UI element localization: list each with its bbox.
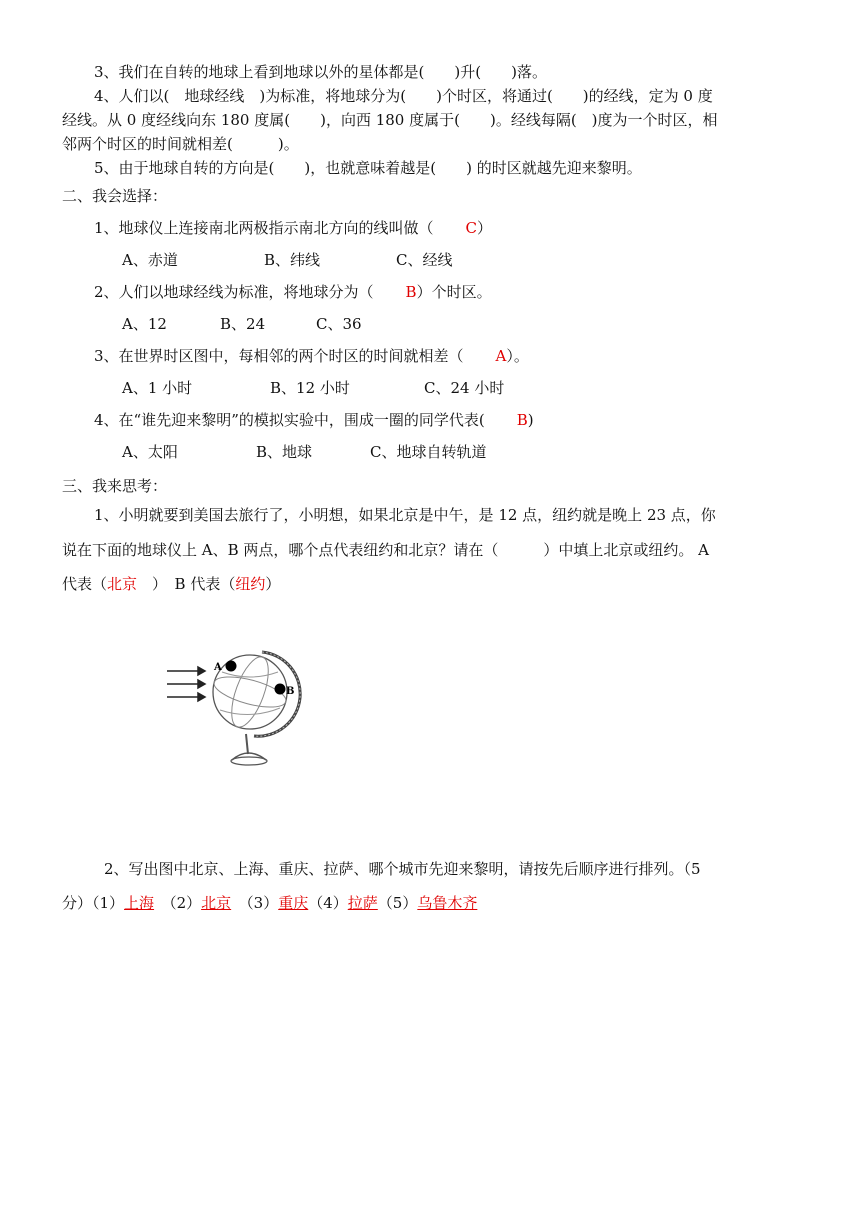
q1-line2: 说在下面的地球仪上 A、B 两点，哪个点代表纽约和北京？请在（ ）中填上北京或纽约。 A xyxy=(62,540,709,559)
question-text: 2、人们以地球经线为标准，将地球分为（ xyxy=(94,283,374,301)
section2-title: 二、我会选择： xyxy=(62,187,168,205)
option-b: B、纬线 xyxy=(264,251,321,269)
section3-title: 三、我来思考： xyxy=(62,477,168,495)
option-b: B、24 xyxy=(220,315,266,333)
think-q2 xyxy=(62,852,802,921)
choice-q3: 3、在世界时区图中，每相邻的两个时区的时间就相差（ A）。 A、1 小时 B、12 小时 C、24 小时 xyxy=(62,344,802,400)
q2-answers: 分）（1）上海 （2）北京 （3）重庆（4）拉萨（5）乌鲁木齐 xyxy=(62,894,478,912)
question-text: 4、在“谁先迎来黎明”的模拟实验中，围成一圈的同学代表( xyxy=(94,411,485,429)
question-text: 1、地球仪上连接南北两极指示南北方向的线叫做（ xyxy=(94,219,434,237)
fill-in-q3: 3、我们在自转的地球上看到地球以外的星体都是( )升( )落。 xyxy=(94,63,547,81)
choice-q4: 4、在“谁先迎来黎明”的模拟实验中，围成一圈的同学代表( B) A、太阳 B、地球 C、地球自转轨道 xyxy=(62,408,802,464)
options xyxy=(62,312,802,336)
q1-line1: 1、小明就要到美国去旅行了，小明想，如果北京是中午，是 12 点，纽约就是晚上 23 点，你 xyxy=(94,506,716,524)
answer-a: 北京 xyxy=(107,575,138,593)
answer-1: 上海 xyxy=(124,894,155,912)
answer-4: 拉萨 xyxy=(347,894,378,912)
globe-icon xyxy=(162,642,342,782)
option-c: C、24 小时 xyxy=(424,379,505,397)
think-q1 xyxy=(62,498,802,602)
option-b: B、地球 xyxy=(256,443,313,461)
option-b: B、12 小时 xyxy=(270,379,350,397)
option-a: A、12 xyxy=(122,315,167,333)
fill-in-q4-line3: 邻两个时区的时间就相差( )。 xyxy=(62,135,299,153)
globe-figure xyxy=(62,602,802,852)
options xyxy=(62,248,802,272)
fill-in-q4-line2: 经线。从 0 度经线向东 180 度属( )，向西 180 度属于( )。经线每隔( )度为一个时区，相 xyxy=(62,111,718,129)
choice-q1: 1、地球仪上连接南北两极指示南北方向的线叫做（ C） A、赤道 B、纬线 C、经线 xyxy=(62,216,802,272)
option-c: C、地球自转轨道 xyxy=(370,443,487,461)
option-a: A、赤道 xyxy=(122,251,178,269)
answer-2: 北京 xyxy=(201,894,232,912)
worksheet xyxy=(62,60,802,921)
label-b: B xyxy=(286,685,295,697)
answer: C xyxy=(465,219,478,237)
answer-b: 纽约 xyxy=(235,575,266,593)
answer: A xyxy=(495,347,507,365)
q1-answers: 代表（北京 ） B 代表（纽约） xyxy=(62,575,281,593)
label-a: A xyxy=(214,661,222,673)
option-a: A、太阳 xyxy=(122,443,178,461)
option-a: A、1 小时 xyxy=(122,379,193,397)
answer-5: 乌鲁木齐 xyxy=(417,894,478,912)
answer: B xyxy=(516,411,528,429)
answer-3: 重庆 xyxy=(278,894,309,912)
choice-q2: 2、人们以地球经线为标准，将地球分为（ B）个时区。 A、12 B、24 C、36 xyxy=(62,280,802,336)
q2-line1: 2、写出图中北京、上海、重庆、拉萨、哪个城市先迎来黎明，请按先后顺序进行排列。（5 xyxy=(104,859,701,878)
fill-in-q5: 5、由于地球自转的方向是( )，也就意味着越是( ) 的时区就越先迎来黎明。 xyxy=(94,159,642,177)
options xyxy=(62,376,802,400)
sunlight-arrows xyxy=(167,667,205,701)
question-text: 3、在世界时区图中，每相邻的两个时区的时间就相差（ xyxy=(94,347,464,365)
option-c: C、经线 xyxy=(396,251,453,269)
fill-in-q4-line1: 4、人们以( 地球经线 )为标准，将地球分为( )个时区，将通过( )的经线，定为 0 度 xyxy=(94,87,713,105)
options xyxy=(62,440,802,464)
answer: B xyxy=(405,283,417,301)
option-c: C、36 xyxy=(316,315,362,333)
